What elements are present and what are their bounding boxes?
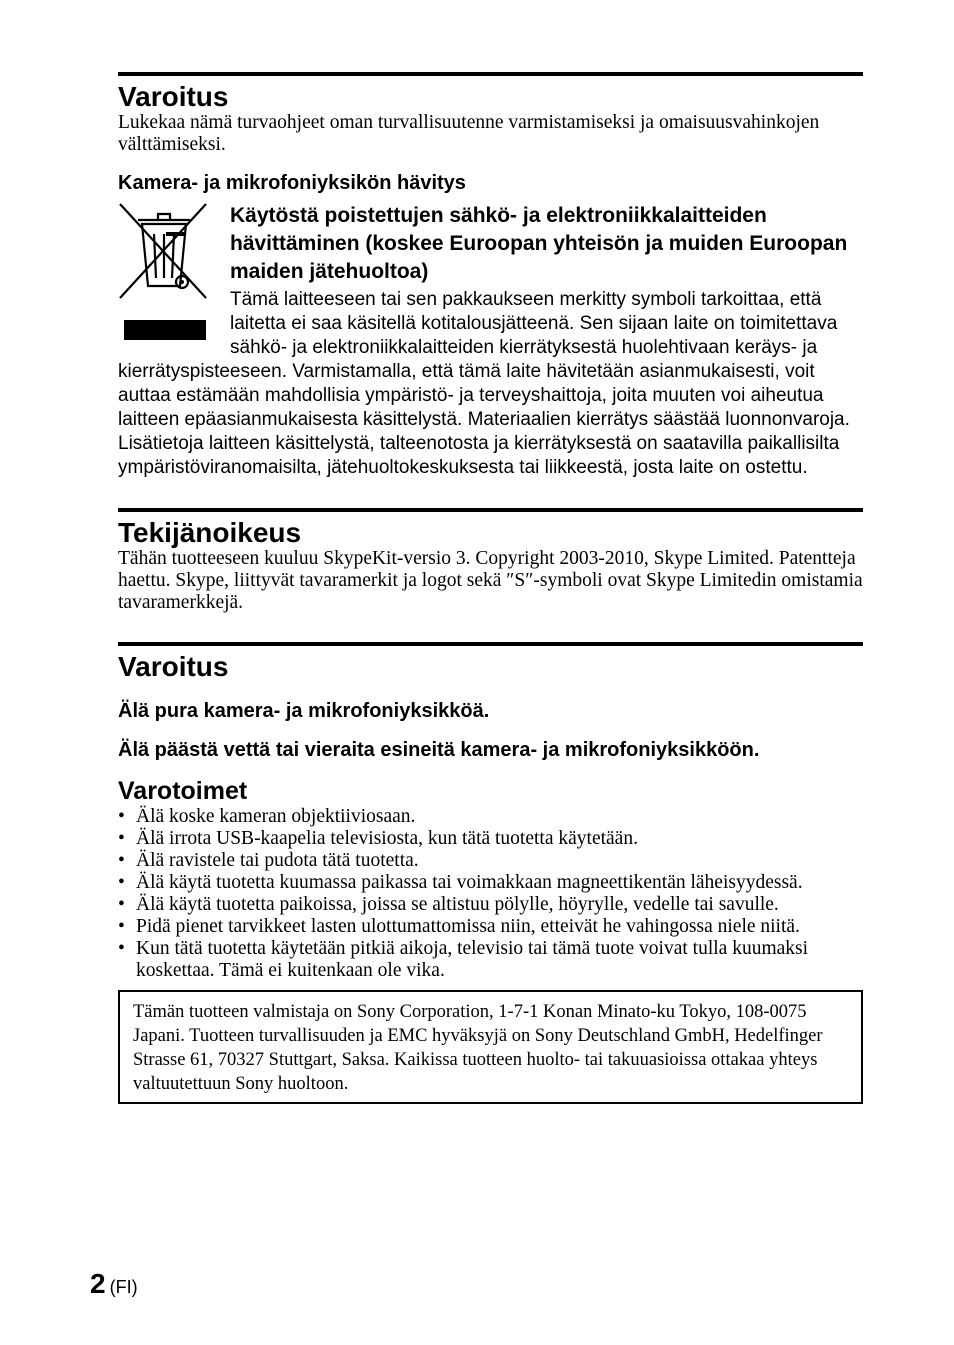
weee-block (118, 202, 863, 480)
section-rule (118, 72, 863, 76)
list-item: • Älä koske kameran objektiiviosaan. (118, 806, 863, 828)
weee-title: Käytöstä poistettujen sähkö- ja elektroniikkalaitteiden hävittäminen (koskee Euroopan yhteisön ja muiden Euroopan maiden jätehuoltoa) (230, 204, 848, 283)
warning-water: Älä päästä vettä tai vieraita esineitä kamera- ja mikrofoniyksikköön. (118, 739, 760, 761)
document-page (118, 72, 863, 1104)
weee-text: Tämä laitteeseen tai sen pakkaukseen merkitty symboli tarkoittaa, että laitetta ei saa käsitellä kotitalousjätteenä. Sen sijaan laite on toimitettava sähkö- ja elektroniikkalaitteiden kierrätyksestä huolehtivaan keräys- ja kierrätyspisteeseen. Varmistamalla, että tämä laite hävitetään asianmukaisesti, voit auttaa estämään mahdollisia ympäristö- ja terveyshaittoja, joita muuten voi aiheutua laitteen epäasianmukaisesta käsittelystä. Materiaalien kierrätys säästää luonnonvaroja. Lisätietoja laitteen käsittelystä, talteenotosta ja kierrätyksestä on saatavilla paikallisilta ympäristöviranomaisilta, jätehuoltokeskuksesta tai liikkeestä, josta laite on ostettu. (118, 289, 850, 478)
list-item: • Pidä pienet tarvikkeet lasten ulottumattomissa niin, etteivät he vahingossa niele niitä. (118, 916, 863, 938)
precautions-heading: Varotoimet (118, 777, 248, 805)
page-language: (FI) (109, 1277, 138, 1297)
section-heading-tekijanoikeus: Tekijänoikeus (118, 517, 302, 548)
list-item: • Älä käytä tuotetta paikoissa, joissa se altistuu pölylle, höyrylle, vedelle tai savulle. (118, 894, 863, 916)
disposal-subheading: Kamera- ja mikrofoniyksikön hävitys (118, 172, 466, 194)
list-item: • Älä ravistele tai pudota tätä tuotetta. (118, 850, 863, 872)
section-heading-varoitus: Varoitus (118, 81, 229, 112)
intro-text: Lukekaa nämä turvaohjeet oman turvallisuutenne varmistamiseksi ja omaisuusvahinkojen välttämiseksi. (118, 112, 820, 155)
list-item: • Älä käytä tuotetta kuumassa paikassa tai voimakkaan magneettikentän läheisyydessä. (118, 872, 863, 894)
copyright-text: Tähän tuotteeseen kuuluu SkypeKit-versio 3. Copyright 2003-2010, Skype Limited. Patentteja haettu. Skype, liittyvät tavaramerkit ja logot sekä ″S″-symboli ovat Skype Limitedin omistamia tavaramerkkejä. (118, 548, 863, 613)
section-heading-varoitus-2: Varoitus (118, 651, 229, 682)
manufacturer-text: Tämän tuotteen valmistaja on Sony Corporation, 1-7-1 Konan Minato-ku Tokyo, 108-0075 Japani. Tuotteen turvallisuuden ja EMC hyväksyjä on Sony Deutschland GmbH, Hedelfinger Strasse 61, 70327 Stuttgart, Saksa. Kaikissa tuotteen huolto- tai takuuasioissa ottakaa yhteys valtuutettuun Sony huoltoon. (133, 1002, 823, 1094)
page-footer (90, 1268, 138, 1300)
list-item: • Älä irrota USB-kaapelia televisiosta, kun tätä tuotetta käytetään. (118, 828, 863, 850)
manufacturer-box (118, 990, 863, 1104)
section-rule (118, 508, 863, 512)
list-item: • Kun tätä tuotetta käytetään pitkiä aikoja, televisio tai tämä tuote voivat tulla kuumaksi koskettaa. Tämä ei kuitenkaan ole vika. (118, 938, 863, 982)
section-rule (118, 642, 863, 646)
warning-disassemble: Älä pura kamera- ja mikrofoniyksikköä. (118, 700, 490, 722)
crossed-out-wheelie-bin-icon (118, 202, 210, 342)
precautions-list (118, 806, 863, 982)
page-number: 2 (90, 1268, 106, 1299)
